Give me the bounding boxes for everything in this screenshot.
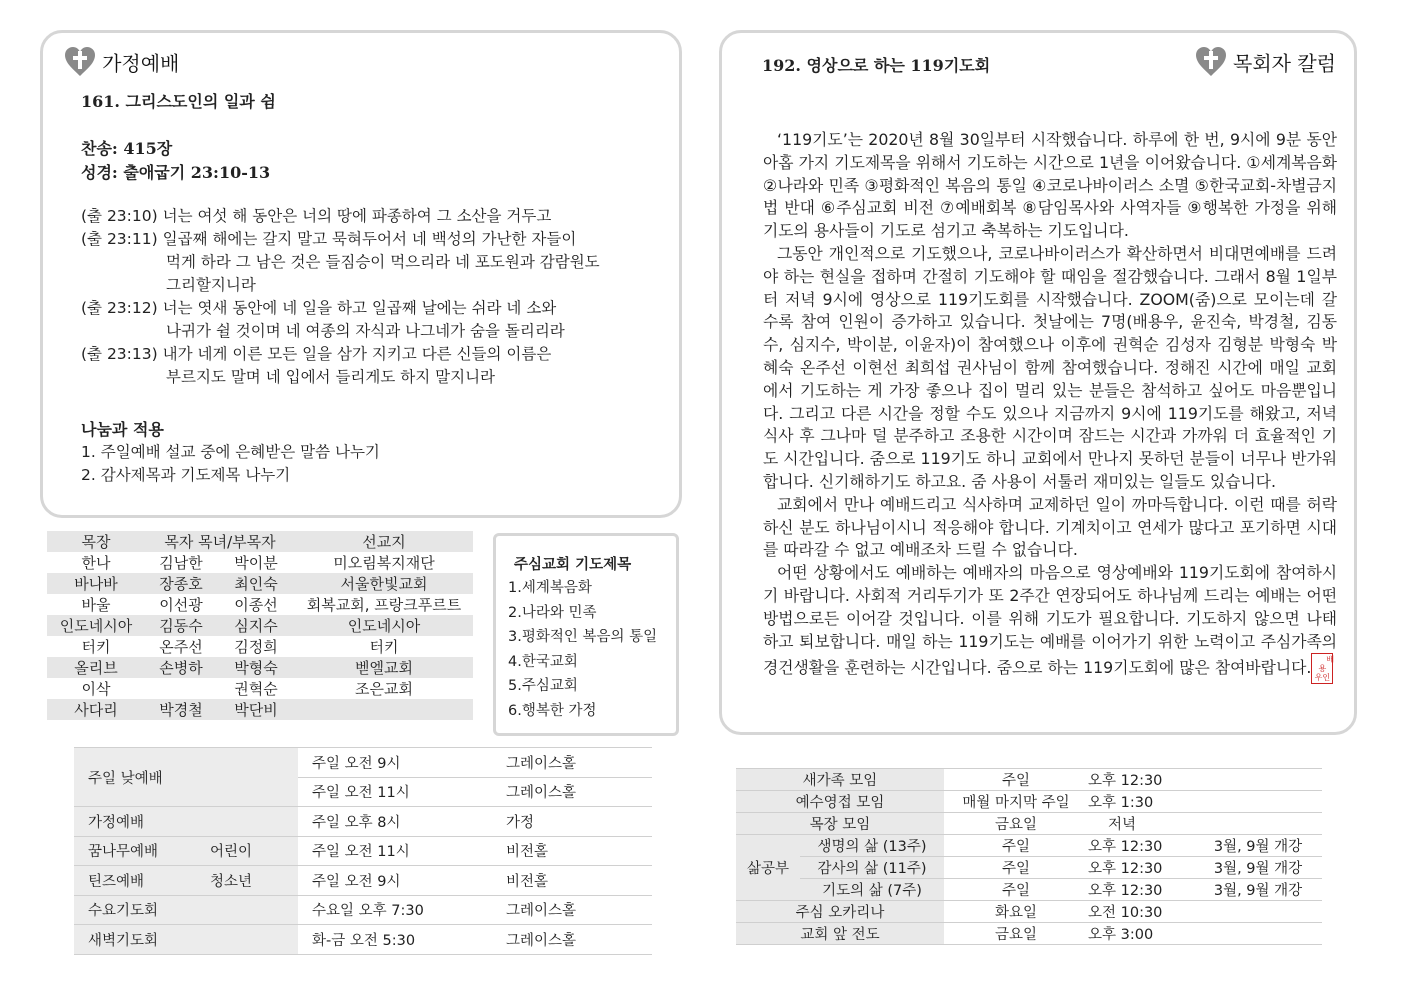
- paragraph: 어떤 상황에서도 예배하는 예배자의 마음으로 영상예배와 119기도회에 참여하시기 바랍니다. 사회적 거리두기가 또 2주간 연장되어도 하나님께 드리는 예배는 어떤 방법으로든 이어갈 것입니다. 이를 위해 기도가 필요합니다. 기도하지 않으면 나태하고 퇴보합니다. 매일 하는 119기도는 예배를 이어가기 위한 노력이고 주심가족의 경건생활을 훈련하는 시간입니다. 줌으로 하는 119기도회에 많은 참여바랍니다. 배용 우인: [763, 563, 1337, 683]
- table-row: 이삭 권혁순 조은교회: [81, 680, 413, 698]
- section-title: 가정예배: [102, 51, 180, 76]
- table-row: 예수영접 모임 매월 마지막 주일 오후 1:30: [736, 791, 1322, 813]
- verse-continuation: 부르지도 말며 네 입에서 들리게도 하지 말지니라: [166, 368, 496, 386]
- heart-cross-icon: [1194, 45, 1228, 79]
- prayer-item: 3.평화적인 복음의 통일: [508, 629, 658, 646]
- header-cell: 선교지: [295, 531, 473, 552]
- prayer-list: [508, 576, 657, 724]
- header-cell: 목자 목녀/부목자: [145, 531, 295, 552]
- table-row: 꿈나무예배 어린이 주일 오전 11시 비전홀: [74, 836, 652, 866]
- table-row: 사다리 박경철 박단비: [47, 699, 473, 720]
- lesson-title: 161. 그리스도인의 일과 쉼: [81, 92, 276, 111]
- table-header-row: [47, 531, 473, 552]
- column-title: 192. 영상으로 하는 119기도회: [762, 56, 991, 75]
- table-row: 삶공부 생명의 삶 (13주) 주일 오후 12:30 3월, 9월 개강: [736, 835, 1322, 857]
- table-row: 새벽기도회 화-금 오전 5:30 그레이스홀: [74, 925, 652, 955]
- prayer-box-title: 주심교회 기도제목: [514, 557, 632, 573]
- table-row: 가정예배 주일 오후 8시 가정: [74, 807, 652, 837]
- prayer-box: [493, 533, 679, 736]
- table-row: 올리브 손병하 박형숙 벧엘교회: [47, 657, 473, 678]
- table-row: 주일 오전 11시 그레이스홀: [74, 777, 652, 807]
- paragraph: 교회에서 만나 예배드리고 식사하며 교제하던 일이 까마득합니다. 이런 때를 허락하신 분도 하나님이시니 적응해야 합니다. 기계치이고 연세가 많다고 포기하면 시대를 따라갈 수 없고 예배조차 드릴 수 없습니다.: [763, 494, 1337, 560]
- table-row: 바울 이선광 이종선 회복교회, 프랑크푸르트: [81, 596, 462, 614]
- hymn-number: 찬송: 415장: [81, 139, 173, 158]
- prayer-item: 2.나라와 민족: [508, 604, 597, 621]
- table-row: 주일 낮예배 주일 오전 9시 그레이스홀: [74, 748, 652, 778]
- table-row: 기도의 삶 (7주) 주일 오후 12:30 3월, 9월 개강: [736, 879, 1322, 901]
- verse-line: (출 23:10) 너는 여섯 해 동안은 너의 땅에 파종하여 그 소산을 거두고: [81, 207, 552, 225]
- verse-continuation: 나귀가 쉴 것이며 네 여종의 자식과 나그네가 숨을 돌리리라: [166, 322, 565, 340]
- table-row: 틴즈예배 청소년 주일 오전 9시 비전홀: [74, 866, 652, 896]
- column-body: [763, 129, 1337, 684]
- table-row: 새가족 모임 주일 오후 12:30: [736, 769, 1322, 791]
- prayer-item: 5.주심교회: [508, 678, 578, 695]
- section-title: 목회자 칼럼: [1233, 51, 1336, 76]
- service-name: 주일 낮예배: [74, 748, 196, 807]
- sharing-item: 1. 주일예배 설교 중에 은혜받은 말씀 나누기: [81, 443, 380, 461]
- family-worship-panel: [40, 30, 682, 518]
- sharing-list: [81, 441, 380, 487]
- table-row: 바나바 장종호 최인숙 서울한빛교회: [47, 573, 473, 594]
- paragraph: 그동안 개인적으로 기도했으나, 코로나바이러스가 확산하면서 비대면예배를 드려야 하는 현실을 접하며 간절히 기도해야 할 때임을 절감했습니다. 그래서 8월 1일부터 저녁 9시에 영상으로 119기도회를 시작했습니다. ZOOM(줌)으로 모이는데 갈수록 참여 인원이 증가하고 있습니다. 첫날에는 7명(배용우, 윤진숙, 박경철, 김동수, 심지수, 박이분, 이윤자)이 참여했으나 이후에 권혁순 김성자 김형분 박형숙 박혜숙 온주선 이현선 최희섭 권사님이 함께 참여했습니다. 정해진 시간에 매일 교회에서 기도하는 게 가장 좋으나 집이 멀리 있는 분들은 참석하고 싶어도 마음뿐입니다. 그리고 다른 시간을 정할 수도 있으나 지금까지 9시에 119기도를 해왔고, 저녁 식사 후 그나마 덜 분주하고 조용한 시간이며 잠드는 시간과 가까워 더 효율적인 기도 시간입니다. 줌으로 119기도 하니 교회에서 만나지 못하던 분들이 너무나 반가워합니다. 신기해하기도 하고요. 줌 사용이 서툴러 재미있는 일들도 있습니다.: [763, 243, 1337, 491]
- seal-stamp: 배용 우인: [1311, 653, 1333, 684]
- pastor-column-panel: [719, 30, 1357, 735]
- prayer-item: 4.한국교회: [508, 653, 578, 670]
- table-row: 교회 앞 전도 금요일 오후 3:00: [736, 923, 1322, 945]
- verse-line: (출 23:12) 너는 엿새 동안에 네 일을 하고 일곱째 날에는 쉬라 네 소와: [81, 299, 557, 317]
- verse-block: [81, 205, 600, 389]
- prayer-item: 6.행복한 가정: [508, 702, 597, 719]
- family-worship-header: [63, 45, 179, 79]
- table-row: 인도네시아 김동수 심지수 인도네시아: [47, 615, 473, 636]
- header-cell: 목장: [47, 531, 145, 552]
- verse-line: (출 23:11) 일곱째 해에는 갈지 말고 묵혀두어서 네 백성의 가난한 자들이: [81, 230, 577, 248]
- paragraph: ‘119기도’는 2020년 8월 30일부터 시작했습니다. 하루에 한 번, 9시에 9분 동안 아홉 가지 기도제목을 위해서 기도하는 시간으로 1년을 이어왔습니다. ①세계복음화 ②나라와 민족 ③평화적인 복음의 통일 ④코로나바이러스 소멸 ⑤한국교회-차별금지법 반대 ⑥주심교회 비전 ⑦예배회복 ⑧담임목사와 사역자들 ⑨행복한 가정을 위해 기도의 용사들이 기도로 섬기고 축복하는 기도입니다.: [763, 130, 1337, 241]
- verse-continuation: 그리할지니라: [166, 276, 256, 294]
- prayer-item: 1.세계복음화: [508, 580, 592, 596]
- scripture-ref: 성경: 출애굽기 23:10-13: [81, 163, 271, 182]
- table-row: 주심 오카리나 화요일 오전 10:30: [736, 901, 1322, 923]
- mission-table: [47, 531, 473, 720]
- small-group-table: [736, 768, 1322, 945]
- heart-cross-icon: [63, 45, 97, 79]
- table-row: 터키 온주선 김정희 터키: [81, 638, 399, 656]
- sharing-title: 나눔과 적용: [81, 420, 164, 439]
- verse-continuation: 먹게 하라 그 남은 것은 들짐승이 먹으리라 네 포도원과 감람원도: [166, 253, 600, 271]
- verse-line: (출 23:13) 내가 네게 이른 모든 일을 삼가 지키고 다른 신들의 이름은: [81, 345, 552, 363]
- column-header: [1194, 45, 1336, 79]
- worship-schedule-table: [74, 747, 652, 955]
- table-row: 수요기도회 수요일 오후 7:30 그레이스홀: [74, 895, 652, 925]
- table-row: 목장 모임 금요일 저녁: [736, 813, 1322, 835]
- table-row: 감사의 삶 (11주) 주일 오후 12:30 3월, 9월 개강: [736, 857, 1322, 879]
- table-row: 한나 김남한 박이분 미오림복지재단: [81, 554, 435, 572]
- sharing-item: 2. 감사제목과 기도제목 나누기: [81, 466, 291, 484]
